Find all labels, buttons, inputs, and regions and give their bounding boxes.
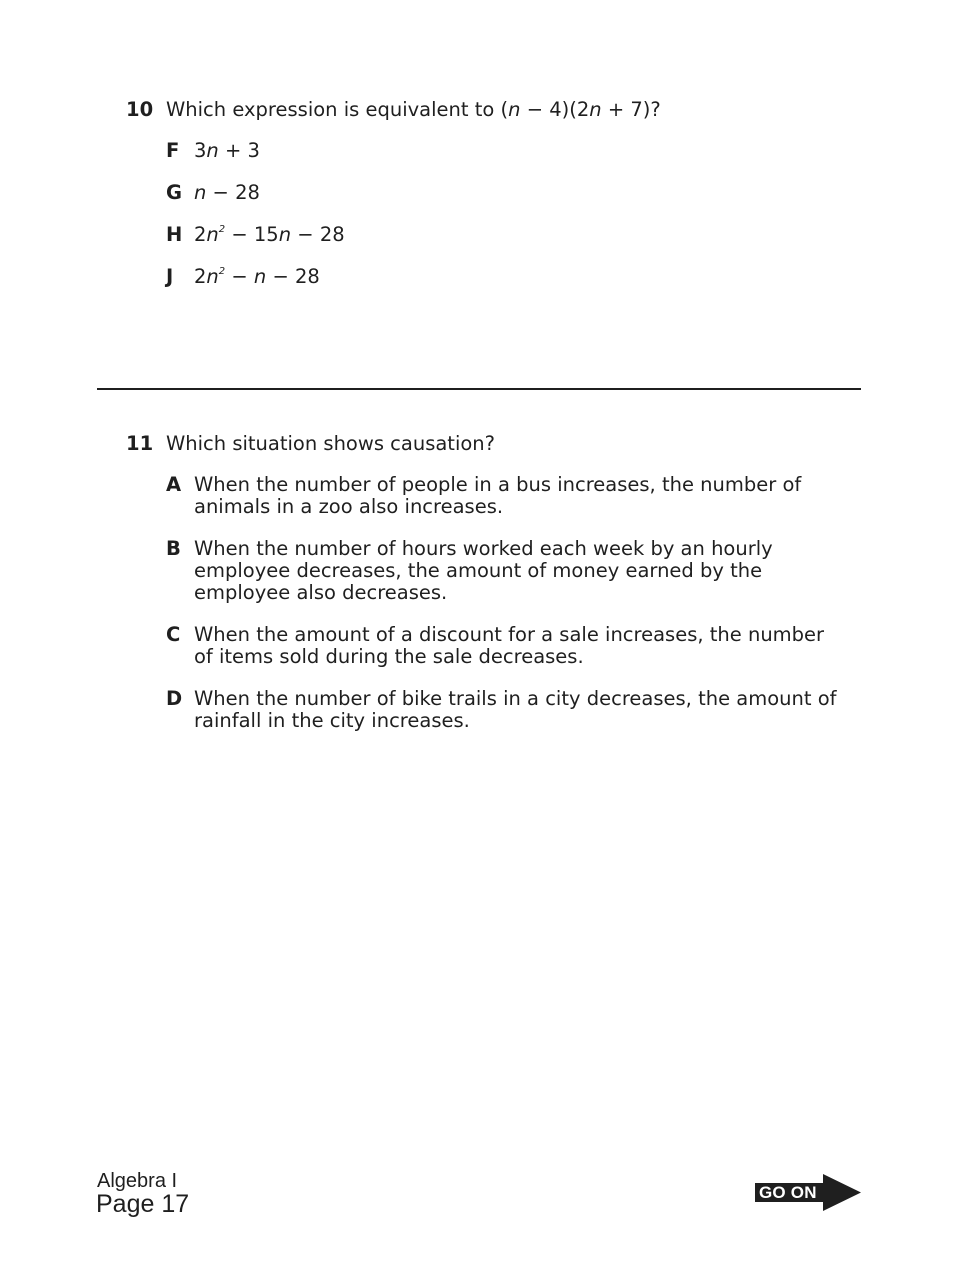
choice-text: When the amount of a discount for a sale increases, the number of items sold during the sale decreases. bbox=[194, 623, 825, 668]
choice-text: $2n^2 - 15n - 28$ bbox=[194, 223, 345, 246]
choice-letter: C bbox=[166, 623, 181, 646]
choice-letter: H bbox=[166, 223, 183, 246]
choice-letter: G bbox=[166, 181, 183, 204]
choice-letter: B bbox=[166, 537, 181, 560]
answer-choice-a[interactable] bbox=[166, 474, 846, 518]
choice-text: When the number of people in a bus increases, the number of animals in a zoo also increases. bbox=[194, 473, 802, 518]
answer-choice-f[interactable] bbox=[166, 140, 846, 162]
answer-choices bbox=[166, 474, 846, 732]
page-number: Page 17 bbox=[96, 1190, 190, 1218]
go-on-button[interactable] bbox=[755, 1174, 861, 1211]
question-11-header bbox=[126, 432, 846, 456]
answer-choice-b[interactable] bbox=[166, 538, 846, 604]
choice-letter: D bbox=[166, 687, 183, 710]
question-number: 10 bbox=[126, 98, 154, 121]
question-10-header bbox=[126, 98, 846, 122]
footer-subject: Algebra I bbox=[97, 1170, 178, 1192]
answer-choices bbox=[166, 140, 846, 288]
question-10 bbox=[126, 98, 846, 308]
choice-text: When the number of hours worked each week by an hourly employee decreases, the amount of money earned by the employee also decreases. bbox=[194, 537, 773, 604]
choice-letter: A bbox=[166, 473, 182, 496]
choice-text: n − 28 bbox=[194, 181, 260, 204]
choice-letter: J bbox=[166, 265, 174, 288]
question-11 bbox=[126, 432, 846, 752]
question-number: 11 bbox=[126, 432, 154, 455]
answer-choice-j[interactable] bbox=[166, 266, 846, 288]
question-stem: Which expression is equivalent to (n − 4)(2n + 7)? bbox=[166, 98, 661, 121]
answer-choice-d[interactable] bbox=[166, 688, 846, 732]
answer-choice-h[interactable] bbox=[166, 224, 846, 246]
choice-text: 3n + 3 bbox=[194, 139, 260, 162]
choice-text: When the number of bike trails in a city decreases, the amount of rainfall in the city increases. bbox=[194, 687, 837, 732]
go-on-label: GO ON bbox=[759, 1183, 817, 1202]
answer-choice-g[interactable] bbox=[166, 182, 846, 204]
choice-letter: F bbox=[166, 139, 180, 162]
answer-choice-c[interactable] bbox=[166, 624, 846, 668]
question-stem: Which situation shows causation? bbox=[166, 432, 496, 455]
section-divider bbox=[97, 388, 861, 390]
choice-text: $2n^2 - n - 28$ bbox=[194, 265, 320, 288]
